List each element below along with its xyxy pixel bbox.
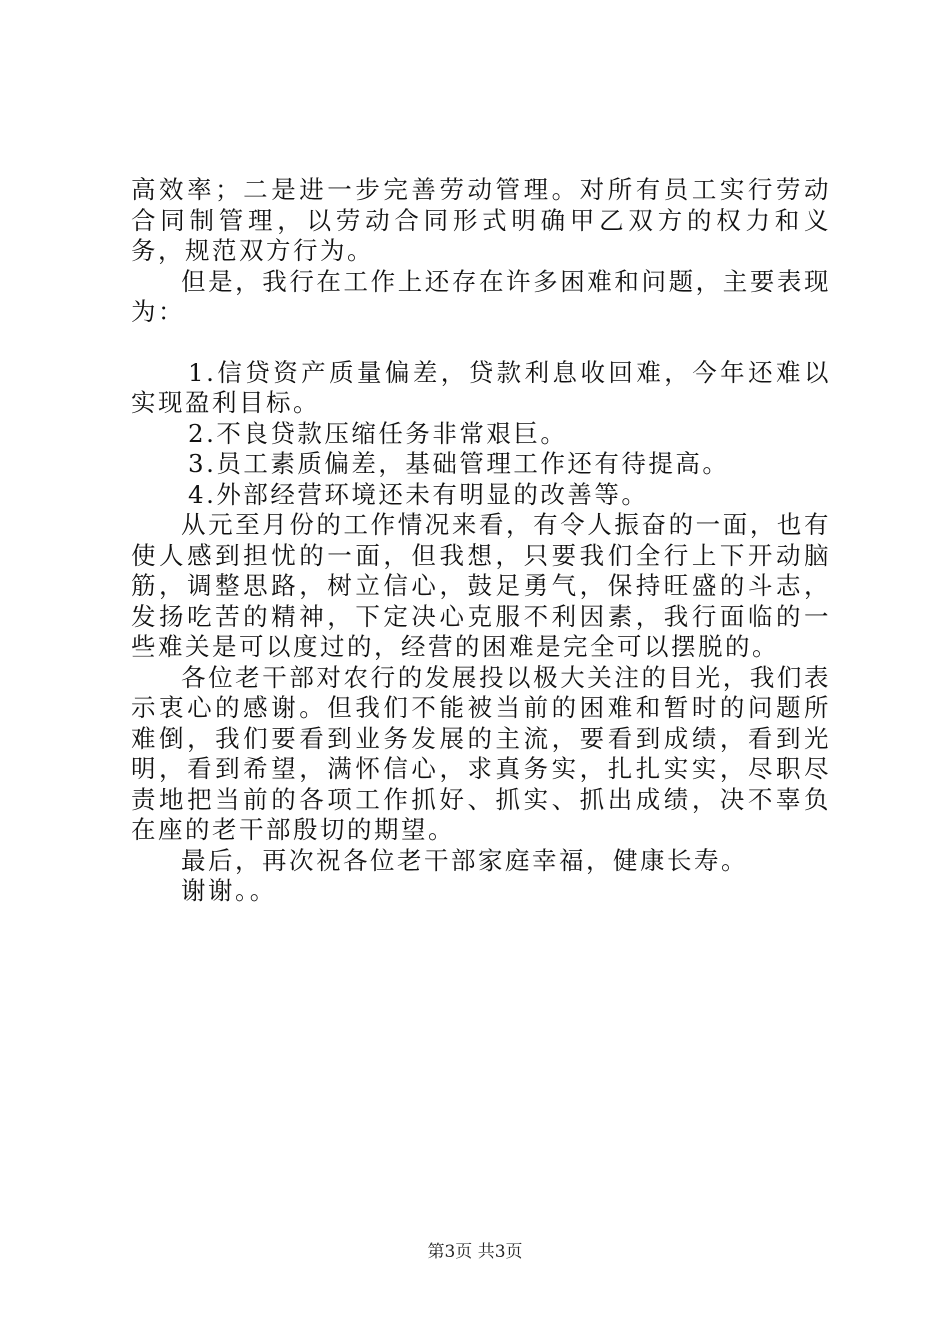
list-item-environment: 4.外部经营环境还未有明显的改善等。: [188, 479, 649, 509]
paragraph-thanks-cadres: 各位老干部对农行的发展投以极大关注的目光，我们表示衷心的感谢。但我们不能被当前的困难和暂时的问题所难倒，我们要看到业务发展的主流，要看到成绩，看到光明，看到希望，满怀信心，求真务实，扎扎实实，尽职尽责地把当前的各项工作抓好、抓实、抓出成绩，决不辜负在座的老干部殷切的期望。: [131, 662, 831, 844]
paragraph-outlook: 从元至月份的工作情况来看，有令人振奋的一面，也有使人感到担忧的一面，但我想，只要我们全行上下开动脑筋，调整思路，树立信心，鼓足勇气，保持旺盛的斗志，发扬吃苦的精神，下定决心克服不利因素，我行面临的一些难关是可以度过的，经营的困难是完全可以摆脱的。: [131, 510, 831, 661]
paragraph-problems-intro: 但是，我行在工作上还存在许多困难和问题，主要表现为：: [131, 266, 831, 326]
list-item-bad-loans: 2.不良贷款压缩任务非常艰巨。: [188, 418, 568, 448]
paragraph-labor-management: 高效率；二是进一步完善劳动管理。对所有员工实行劳动合同制管理，以劳动合同形式明确甲乙双方的权力和义务，规范双方行为。: [131, 175, 831, 265]
page-number-footer: 第3页 共3页: [427, 1242, 523, 1262]
list-item-staff-quality: 3.员工素质偏差，基础管理工作还有待提高。: [188, 449, 730, 478]
list-item-credit-quality: 1.信贷资产质量偏差，贷款利息收回难，今年还难以实现盈利目标。: [131, 357, 831, 417]
paragraph-closing-wishes: 最后，再次祝各位老干部家庭幸福，健康长寿。: [181, 845, 748, 875]
paragraph-thank-you: 谢谢。。: [181, 876, 277, 905]
document-body: [131, 175, 831, 907]
